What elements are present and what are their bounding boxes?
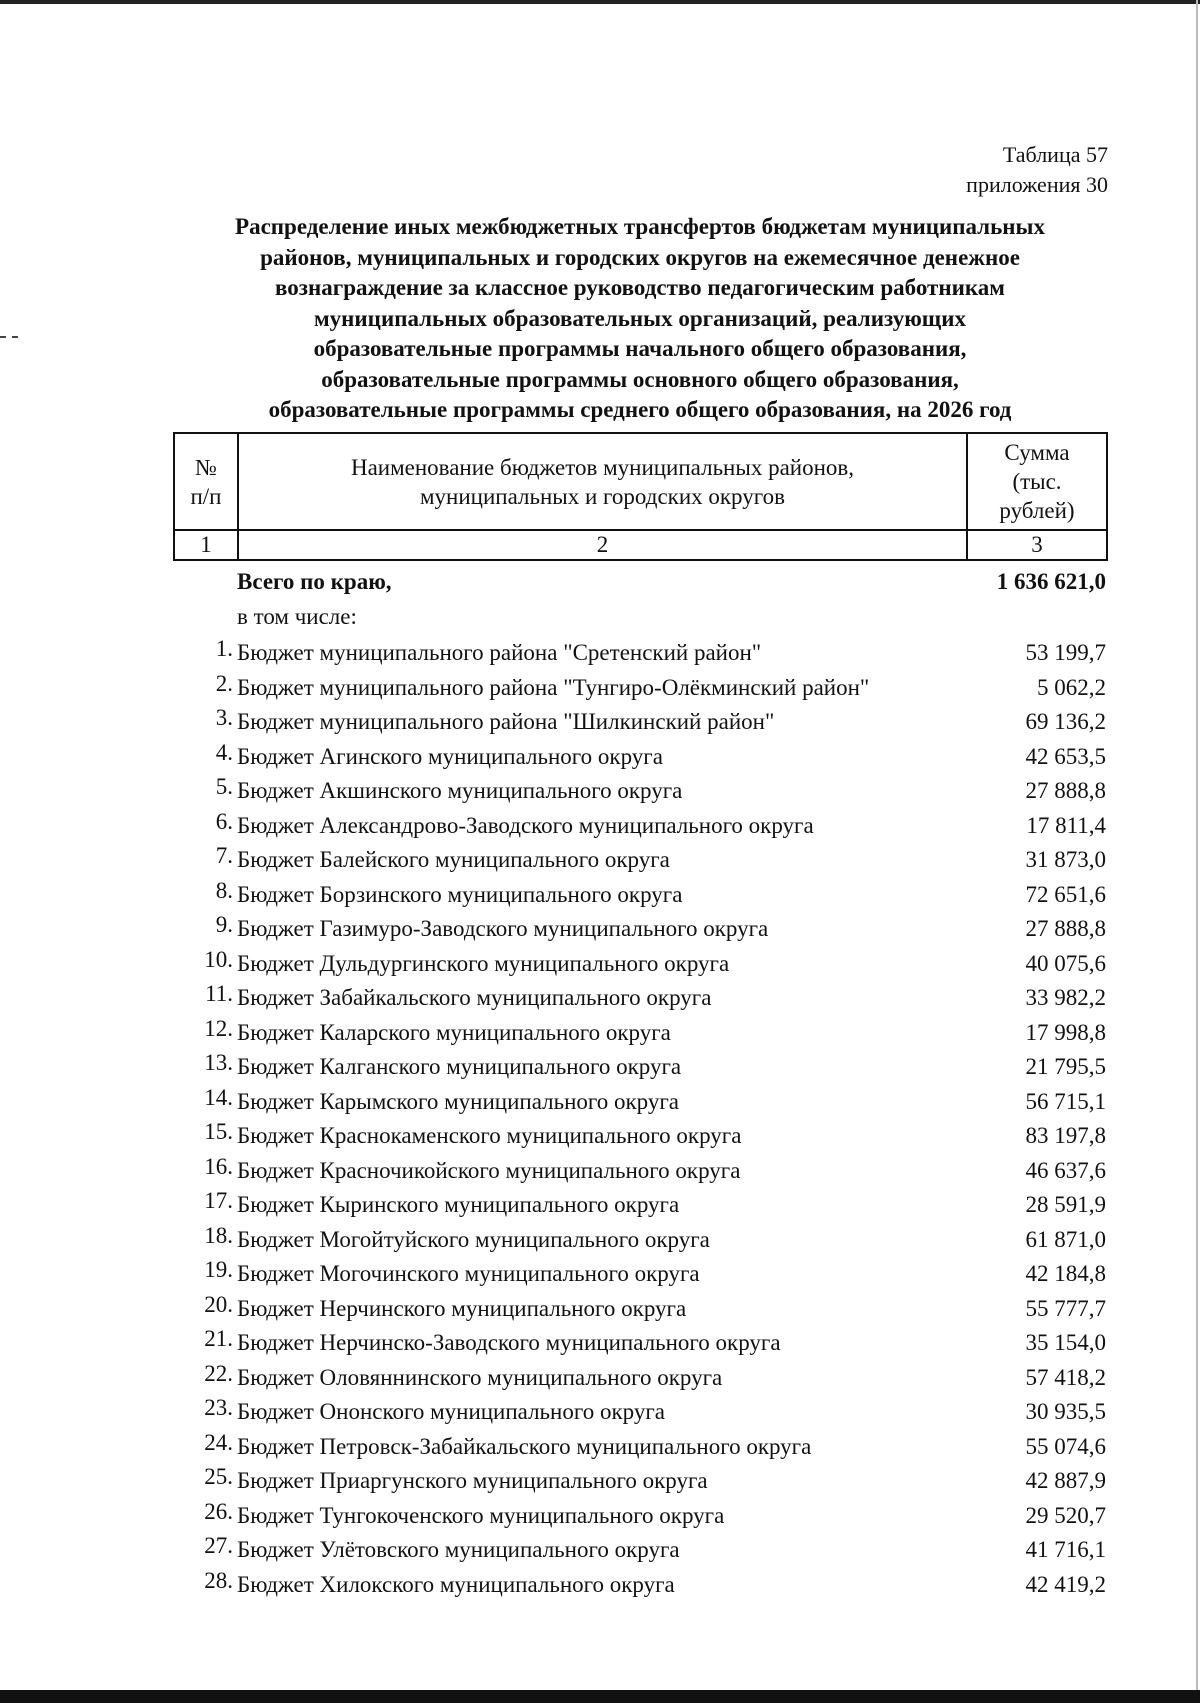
row-name: Бюджет Александрово-Заводского муниципального округа xyxy=(237,812,814,838)
row-value: 72 651,6 xyxy=(1025,881,1106,907)
table-row xyxy=(173,1050,1108,1085)
row-name: Бюджет Агинского муниципального округа xyxy=(237,743,663,769)
row-name: Бюджет Борзинского муниципального округа xyxy=(237,881,683,907)
row-value: 27 888,8 xyxy=(1025,916,1106,941)
table-row xyxy=(173,1085,1108,1120)
table-row xyxy=(173,981,1108,1016)
table-row xyxy=(173,1568,1108,1603)
row-number: 17. xyxy=(204,1188,233,1213)
row-number: 21. xyxy=(204,1326,233,1351)
header-number-sign: № xyxy=(195,454,217,480)
column-number: 1 xyxy=(174,530,238,560)
column-number: 2 xyxy=(238,530,967,560)
row-name: Бюджет Акшинского муниципального округа xyxy=(237,778,683,803)
row-name: Бюджет Могочинского муниципального округа xyxy=(237,1261,700,1286)
row-number: 26. xyxy=(204,1498,233,1524)
row-number: 13. xyxy=(204,1050,233,1075)
total-value: 1 636 621,0 xyxy=(996,569,1106,594)
table-row xyxy=(173,1533,1108,1568)
row-name: Бюджет Могойтуйского муниципального округа xyxy=(237,1226,710,1252)
row-number: 20. xyxy=(204,1291,233,1317)
row-name: Бюджет Ононского муниципального округа xyxy=(237,1399,665,1424)
header-sum-line: (тыс. xyxy=(1012,469,1062,494)
row-number: 2. xyxy=(215,670,233,696)
header-name-line: муниципальных и городских округов xyxy=(420,483,785,509)
row-number: 14. xyxy=(204,1084,233,1110)
row-value: 17 811,4 xyxy=(1026,812,1106,838)
row-value: 33 982,2 xyxy=(1025,985,1106,1010)
row-value: 30 935,5 xyxy=(1025,1399,1106,1424)
header-sum-line: Сумма xyxy=(1004,440,1070,465)
scan-mark-left xyxy=(0,336,18,338)
table-row xyxy=(173,878,1108,913)
row-name: Бюджет Улётовского муниципального округа xyxy=(237,1537,680,1562)
row-number: 27. xyxy=(204,1533,233,1558)
row-value: 57 418,2 xyxy=(1025,1364,1106,1390)
row-value: 61 871,0 xyxy=(1025,1226,1106,1252)
scan-edge-right xyxy=(1196,0,1198,1703)
row-value: 42 419,2 xyxy=(1025,1571,1106,1597)
row-name: Бюджет Оловяннинского муниципального округа xyxy=(237,1364,723,1390)
row-number: 16. xyxy=(204,1153,233,1179)
row-name: Бюджет Газимуро-Заводского муниципального округа xyxy=(237,916,769,941)
row-name: Бюджет Калганского муниципального округа xyxy=(237,1054,682,1079)
table-row xyxy=(173,1119,1108,1154)
row-name: Бюджет Краснокаменского муниципального округа xyxy=(237,1123,742,1148)
row-number: 10. xyxy=(204,946,233,972)
table-row xyxy=(173,1395,1108,1430)
row-number: 23. xyxy=(204,1395,233,1420)
row-value: 31 873,0 xyxy=(1025,847,1106,872)
row-value: 69 136,2 xyxy=(1025,709,1106,734)
row-number: 12. xyxy=(204,1015,233,1041)
row-value: 53 199,7 xyxy=(1025,640,1106,665)
table-row xyxy=(173,774,1108,809)
row-value: 21 795,5 xyxy=(1025,1054,1106,1079)
header-name-line: Наименование бюджетов муниципальных районов, xyxy=(350,454,855,480)
row-number: 7. xyxy=(215,843,233,868)
total-label: Всего по краю, xyxy=(237,569,392,594)
table-row xyxy=(173,1430,1108,1465)
column-number: 3 xyxy=(967,530,1107,560)
header-sum-line: рублей) xyxy=(999,498,1075,523)
row-number: 9. xyxy=(215,912,233,937)
row-number: 1. xyxy=(215,636,233,661)
title-line: образовательные программы основного общего образования, xyxy=(321,366,959,392)
title-line: образовательные программы среднего общего образования, на 2026 год xyxy=(268,397,1012,422)
row-number: 19. xyxy=(204,1257,233,1282)
scan-edge-bottom xyxy=(0,1690,1200,1703)
row-value: 28 591,9 xyxy=(1025,1192,1106,1217)
row-value: 41 716,1 xyxy=(1025,1537,1106,1562)
row-number: 15. xyxy=(204,1119,233,1144)
row-name: Бюджет Красночикойского муниципального округа xyxy=(237,1157,741,1183)
column-number-row xyxy=(174,530,1107,560)
caption-appendix-number: приложения 30 xyxy=(966,172,1108,197)
row-name: Бюджет Приаргунского муниципального округа xyxy=(237,1468,708,1493)
document-title xyxy=(160,212,1120,426)
table-row xyxy=(173,1257,1108,1292)
row-name: Бюджет Балейского муниципального округа xyxy=(237,847,670,872)
row-name: Бюджет муниципального района "Сретенский район" xyxy=(237,640,762,665)
header-name-column xyxy=(238,433,967,530)
header-number-column xyxy=(174,433,238,530)
title-line: муниципальных образовательных организаций, реализующих xyxy=(314,305,966,331)
row-name: Бюджет Тунгокоченского муниципального округа xyxy=(237,1502,725,1528)
table-row xyxy=(173,912,1108,947)
table-row xyxy=(173,1016,1108,1051)
row-number: 8. xyxy=(215,877,233,903)
row-number: 6. xyxy=(215,808,233,834)
row-number: 28. xyxy=(204,1567,233,1593)
row-name: Бюджет муниципального района "Тунгиро-Олёкминский район" xyxy=(237,674,870,700)
row-value: 35 154,0 xyxy=(1025,1330,1106,1355)
row-name: Бюджет Хилокского муниципального округа xyxy=(237,1571,675,1597)
row-number: 4. xyxy=(215,739,233,765)
row-name: Бюджет Петровск-Забайкальского муниципального округа xyxy=(237,1433,812,1459)
row-value: 42 887,9 xyxy=(1025,1468,1106,1493)
row-name: Бюджет Забайкальского муниципального округа xyxy=(237,985,712,1010)
row-value: 55 074,6 xyxy=(1025,1433,1106,1459)
table-row xyxy=(173,1292,1108,1327)
table-header xyxy=(173,432,1108,561)
table-row xyxy=(173,809,1108,844)
table-row xyxy=(173,843,1108,878)
title-line: образовательные программы начального общего образования, xyxy=(313,336,967,361)
table-row xyxy=(173,671,1108,706)
row-value: 17 998,8 xyxy=(1025,1019,1106,1045)
row-number: 11. xyxy=(205,981,233,1006)
header-number-abbr: п/п xyxy=(190,483,222,509)
table-row xyxy=(173,1326,1108,1361)
row-number: 24. xyxy=(204,1429,233,1455)
including-label: в том числе: xyxy=(237,604,357,629)
row-name: Бюджет Карымского муниципального округа xyxy=(237,1088,680,1114)
table-row xyxy=(173,1188,1108,1223)
row-value: 56 715,1 xyxy=(1025,1088,1106,1114)
row-name: Бюджет Нерчинско-Заводского муниципального округа xyxy=(237,1330,781,1355)
row-value: 40 075,6 xyxy=(1025,950,1106,976)
table-caption xyxy=(966,140,1108,200)
row-value: 83 197,8 xyxy=(1025,1123,1106,1148)
table-row xyxy=(173,1499,1108,1534)
row-value: 55 777,7 xyxy=(1025,1295,1106,1321)
row-value: 27 888,8 xyxy=(1025,778,1106,803)
table-row xyxy=(173,1154,1108,1189)
row-number: 3. xyxy=(215,705,233,730)
row-name: Бюджет Кыринского муниципального округа xyxy=(237,1192,680,1217)
table-row xyxy=(173,1464,1108,1499)
row-name: Бюджет муниципального района "Шилкинский район" xyxy=(237,709,775,734)
table-row xyxy=(173,947,1108,982)
row-value: 46 637,6 xyxy=(1025,1157,1106,1183)
scan-edge-top xyxy=(0,0,1200,4)
row-number: 18. xyxy=(204,1222,233,1248)
table-row xyxy=(173,740,1108,775)
row-value: 29 520,7 xyxy=(1025,1502,1106,1528)
header-row xyxy=(174,433,1107,530)
table-row xyxy=(173,705,1108,740)
row-name: Бюджет Дульдургинского муниципального округа xyxy=(237,950,730,976)
table-row xyxy=(173,1361,1108,1396)
table-row xyxy=(173,636,1108,671)
row-value: 42 653,5 xyxy=(1025,743,1106,769)
title-line: районов, муниципальных и городских округов на ежемесячное денежное xyxy=(260,244,1020,270)
row-name: Бюджет Нерчинского муниципального округа xyxy=(237,1295,687,1321)
title-line: вознаграждение за классное руководство педагогическим работникам xyxy=(275,275,1005,300)
row-number: 25. xyxy=(204,1464,233,1489)
row-number: 5. xyxy=(215,774,233,799)
caption-table-number: Таблица 57 xyxy=(1002,142,1108,167)
row-name: Бюджет Каларского муниципального округа xyxy=(237,1019,671,1045)
table-row xyxy=(173,1223,1108,1258)
title-line: Распределение иных межбюджетных трансфертов бюджетам муниципальных xyxy=(235,214,1045,239)
header-sum-column xyxy=(967,433,1107,530)
row-value: 5 062,2 xyxy=(1037,674,1106,700)
row-value: 42 184,8 xyxy=(1025,1261,1106,1286)
table-body xyxy=(173,636,1108,1602)
row-number: 22. xyxy=(204,1360,233,1386)
